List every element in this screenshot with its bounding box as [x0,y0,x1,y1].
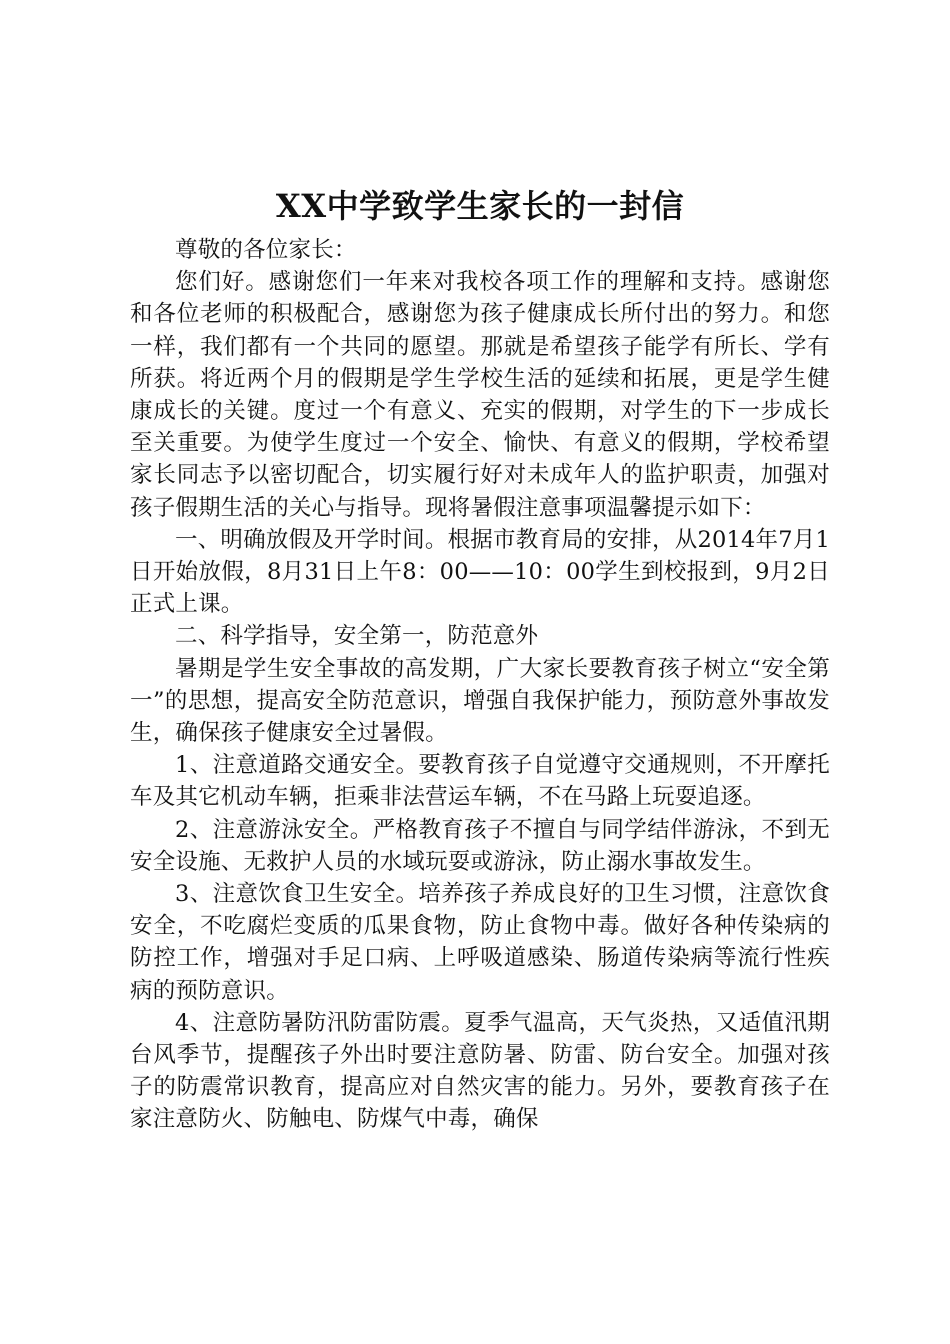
paragraph-traffic-safety: 1、注意道路交通安全。要教育孩子自觉遵守交通规则，不开摩托车及其它机动车辆，拒乘非法营运车辆，不在马路上玩耍追逐。 [130,752,830,811]
paragraph-section-heading: 二、科学指导，安全第一，防范意外 [175,623,539,650]
paragraph-intro: 您们好。感谢您们一年来对我校各项工作的理解和支持。感谢您和各位老师的积极配合，感谢您为孩子健康成长所付出的努力。和您一样，我们都有一个共同的愿望。那就是希望孩子能学有所长、学有所获。将近两个月的假期是学生学校生活的延续和拓展，更是学生健康成长的关键。度过一个有意义、充实的假期，对学生的下一步成长至关重要。为使学生度过一个安全、愉快、有意义的假期，学校希望家长同志予以密切配合，切实履行好对未成年人的监护职责，加强对孩子假期生活的关心与指导。现将暑假注意事项温馨提示如下： [130,269,830,521]
paragraph-schedule: 一、明确放假及开学时间。根据市教育局的安排，从2014年7月1日开始放假，8月31日上午8：00——10：00学生到校报到，9月2日正式上课。 [130,526,830,618]
paragraph-salutation: 尊敬的各位家长： [175,237,357,263]
paragraph-weather-safety: 4、注意防暑防汛防雷防震。夏季气温高，天气炎热，又适值汛期台风季节，提醒孩子外出时要注意防暑、防雷、防台安全。加强对孩子的防震常识教育，提高应对自然灾害的能力。另外，要教育孩子在家注意防火、防触电、防煤气中毒，确保 [130,1009,830,1133]
paragraph-safety-overview: 暑期是学生安全事故的高发期，广大家长要教育孩子树立“安全第一”的思想，提高安全防范意识，增强自我保护能力，预防意外事故发生，确保孩子健康安全过暑假。 [130,655,830,747]
paragraph-swimming-safety: 2、注意游泳安全。严格教育孩子不擅自与同学结伴游泳，不到无安全设施、无救护人员的水域玩耍或游泳，防止溺水事故发生。 [130,816,830,875]
paragraph-food-safety: 3、注意饮食卫生安全。培养孩子养成良好的卫生习惯，注意饮食安全，不吃腐烂变质的瓜果食物，防止食物中毒。做好各种传染病的防控工作，增强对手足口病、上呼吸道感染、肠道传染病等流行性疾病的预防意识。 [130,881,830,1004]
letter-page [130,184,830,1136]
page-title: XX中学致学生家长的一封信 [275,187,685,225]
